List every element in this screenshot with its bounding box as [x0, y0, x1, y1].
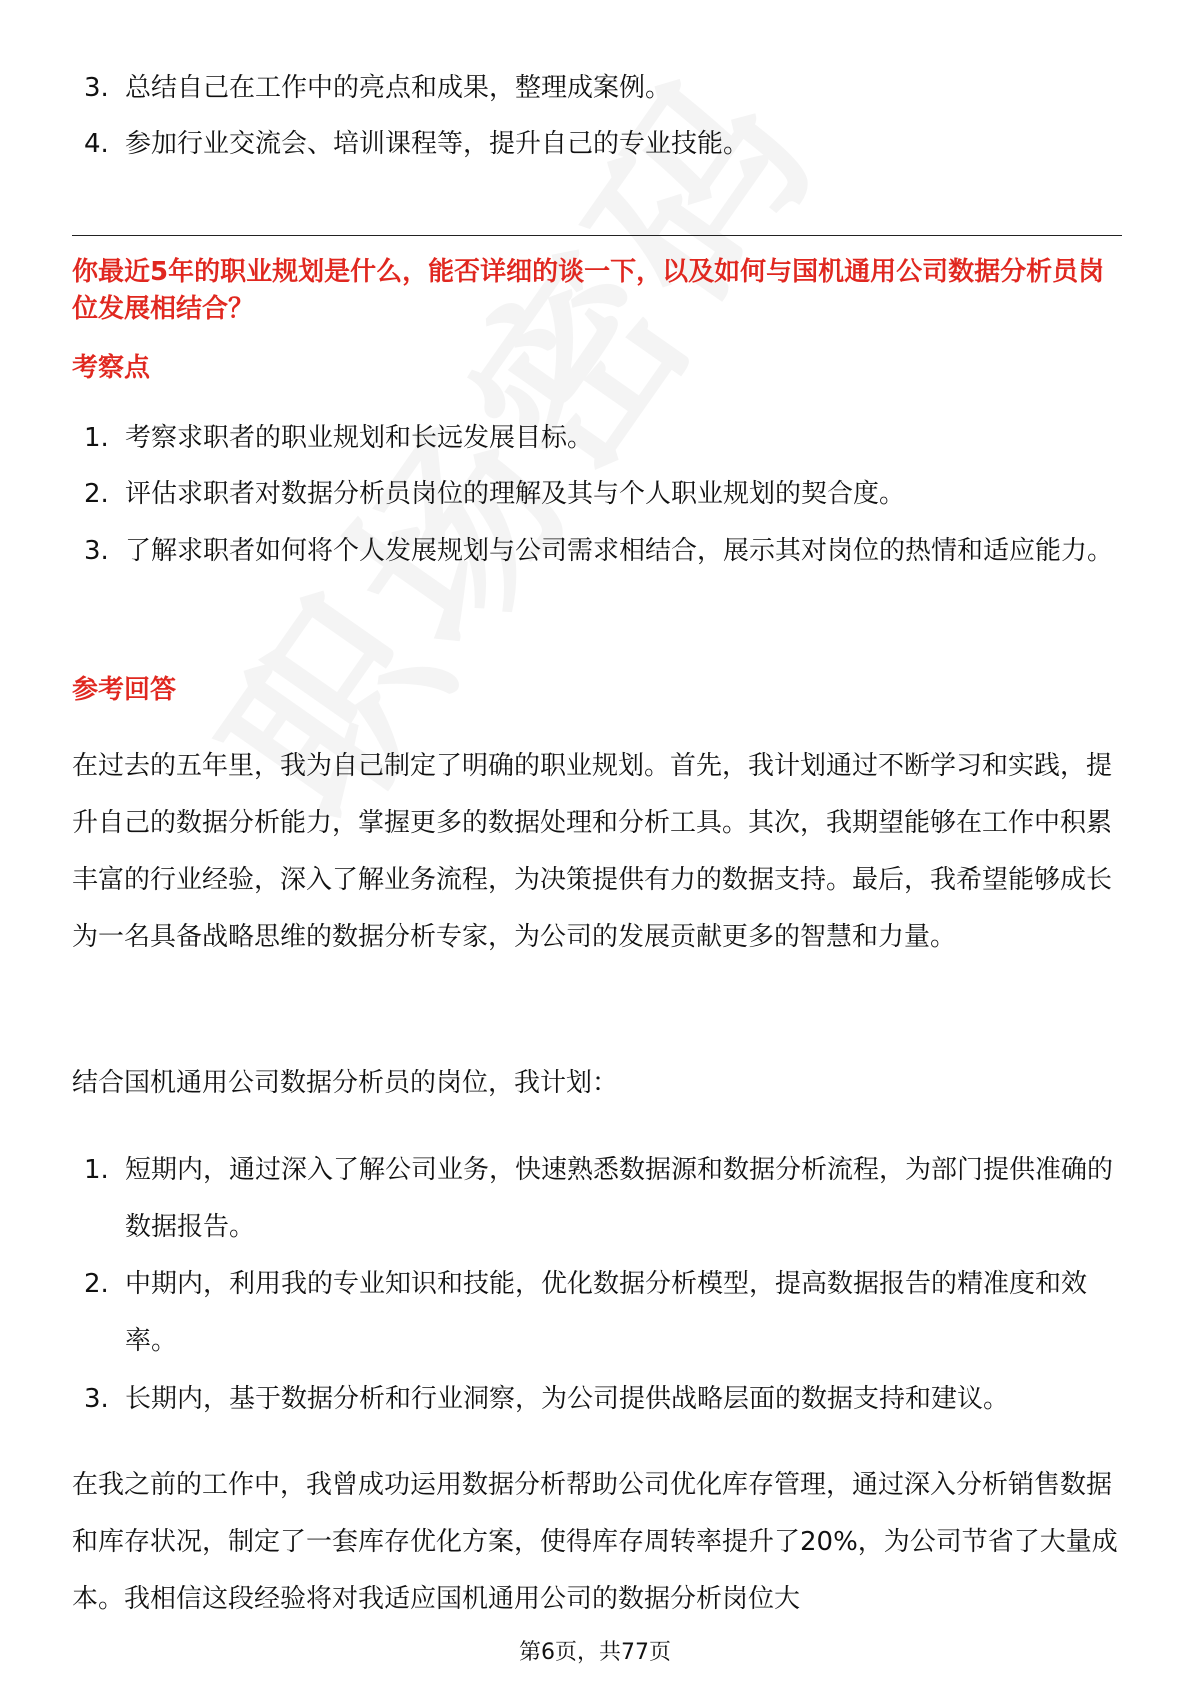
answer-paragraph: 在过去的五年里，我为自己制定了明确的职业规划。首先，我计划通过不断学习和实践，提升自己的数据分析能力，掌握更多的数据处理和分析工具。其次，我期望能够在工作中积累丰富的行业经验，深入了解业务流程，为决策提供有力的数据支持。最后，我希望能够成长为一名具备战略思维的数据分析专家，为公司的发展贡献更多的智慧和力量。 — [72, 751, 1113, 952]
list-item-text: 长期内，基于数据分析和行业洞察，为公司提供战略层面的数据支持和建议。 — [125, 1384, 1010, 1414]
page-footer: 第6页，共77页 — [519, 1640, 671, 1665]
examine-heading: 考察点 — [72, 353, 151, 383]
list-item-number: 3. — [84, 536, 109, 566]
answer-paragraph: 在我之前的工作中，我曾成功运用数据分析帮助公司优化库存管理，通过深入分析销售数据和库存状况，制定了一套库存优化方案，使得库存周转率提升了20%，为公司节省了大量成本。我相信这段经验将对我适应国机通用公司的数据分析岗位大 — [72, 1470, 1118, 1614]
answer-paragraph: 结合国机通用公司数据分析员的岗位，我计划： — [72, 1068, 619, 1098]
question-heading: 你最近5年的职业规划是什么，能否详细的谈一下，以及如何与国机通用公司数据分析员岗位发展相结合？ — [72, 257, 1105, 324]
list-item-text: 评估求职者对数据分析员岗位的理解及其与个人职业规划的契合度。 — [125, 479, 906, 509]
list-item-number: 4. — [84, 129, 109, 159]
list-item-number: 1. — [84, 423, 109, 453]
list-item-text: 总结自己在工作中的亮点和成果，整理成案例。 — [125, 73, 672, 103]
list-item-text: 参加行业交流会、培训课程等，提升自己的专业技能。 — [125, 129, 750, 159]
list-item-text: 短期内，通过深入了解公司业务，快速熟悉数据源和数据分析流程，为部门提供准确的数据报告。 — [125, 1155, 1114, 1242]
answer-heading: 参考回答 — [72, 675, 177, 705]
list-item-number: 3. — [84, 73, 109, 103]
list-item-number: 1. — [84, 1155, 109, 1185]
list-item-number: 2. — [84, 1269, 109, 1299]
list-item-number: 3. — [84, 1384, 109, 1414]
list-item-text: 了解求职者如何将个人发展规划与公司需求相结合，展示其对岗位的热情和适应能力。 — [125, 536, 1114, 566]
list-item-text: 考察求职者的职业规划和长远发展目标。 — [125, 423, 594, 453]
list-item-text: 中期内，利用我的专业知识和技能，优化数据分析模型，提高数据报告的精准度和效率。 — [125, 1269, 1088, 1356]
list-item-number: 2. — [84, 479, 109, 509]
section-divider — [72, 235, 1122, 236]
